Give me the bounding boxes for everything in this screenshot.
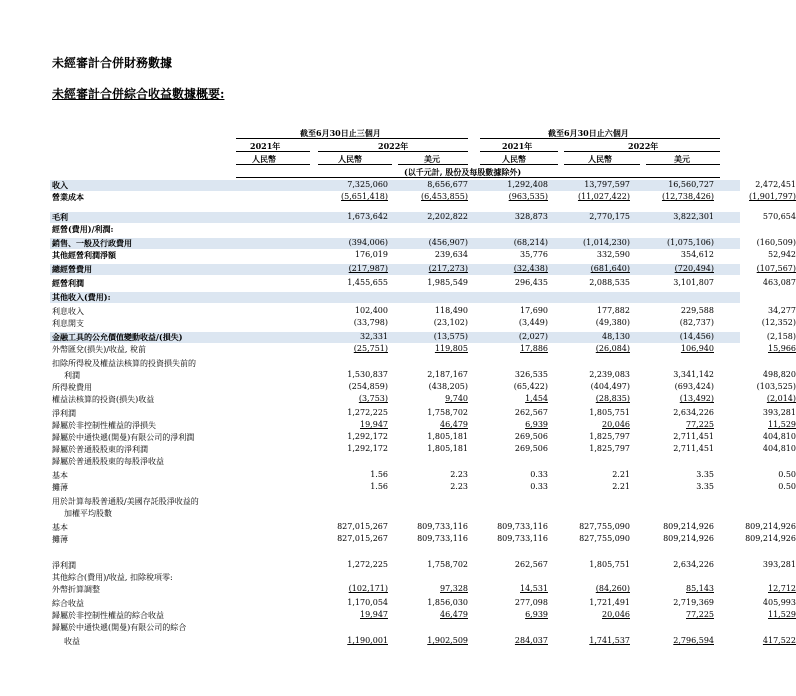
table-row [50,470,796,481]
rule [646,164,720,165]
row-label: 利息收入 [52,307,84,316]
row-value: 1,805,181 [427,444,468,453]
row-value: 809,733,116 [497,522,548,531]
row-value: 176,019 [354,250,388,259]
table-row [50,250,796,261]
row-value: 11,529 [768,420,796,429]
row-value: 12,712 [768,584,796,593]
row-label: 總經營費用 [52,264,92,274]
row-value: 106,940 [680,344,714,353]
row-value: 2,472,451 [755,180,796,189]
row-value: (2,027) [518,332,548,341]
row-label: 歸屬於非控制性權益的淨損失 [52,421,156,430]
row-value: 1,721,491 [589,598,630,607]
table-row [50,292,740,303]
table-row [50,636,796,647]
row-value: 405,993 [762,598,796,607]
row-value: 8,656,677 [427,180,468,189]
row-label: 攤薄 [52,535,68,544]
row-value: (2,158) [766,332,796,341]
row-value: 404,810 [762,444,796,453]
row-value: (160,509) [756,238,796,247]
table-row [50,408,796,419]
row-value: 262,567 [514,408,548,417]
row-value: (681,640) [590,264,630,273]
row-value: 0.50 [778,470,796,479]
row-value: 1,673,642 [347,212,388,221]
table-row [50,344,796,355]
row-value: 1.56 [370,482,388,491]
rule [236,151,310,152]
table-row [50,584,796,595]
table-row [50,212,796,223]
row-value: 85,143 [686,584,714,593]
row-label: 外幣折算調整 [52,585,100,594]
header-year: 2022年 [378,141,409,151]
row-value: 2,088,535 [589,278,630,287]
row-label: 其他收入(費用): [52,292,111,302]
row-label: 其他綜合(費用)/收益, 扣除稅項零: [52,573,173,582]
row-label: 收益 [64,637,80,646]
row-value: 1,292,172 [347,432,388,441]
row-value: 2,711,451 [673,444,714,453]
table-row [50,548,740,559]
rule [480,164,558,165]
table-row [50,444,796,455]
table-row [50,318,796,329]
row-value: 2,239,083 [589,370,630,379]
row-value: 20,046 [602,420,630,429]
header-year: 2022年 [628,141,659,151]
row-value: (6,453,855) [421,192,468,201]
row-value: 1,272,225 [347,560,388,569]
row-value: 97,328 [440,584,468,593]
row-value: 827,015,267 [337,534,388,543]
row-value: (1,014,230) [583,238,630,247]
row-value: 393,281 [762,560,796,569]
row-value: 269,506 [514,444,548,453]
row-value: (82,737) [679,318,714,327]
row-value: 17,690 [520,306,548,315]
row-value: 1,825,797 [589,444,630,453]
table-row [50,192,796,203]
row-label: 權益法核算的投資(損失)收益 [52,395,155,404]
row-value: 1,190,001 [347,636,388,645]
header-currency: 美元 [424,154,440,164]
row-value: (25,751) [353,344,388,353]
row-value: 354,612 [680,250,714,259]
row-value: 2.21 [612,482,630,491]
row-value: (102,171) [348,584,388,593]
row-value: (3,753) [358,394,388,403]
row-value: 15,966 [768,344,796,353]
row-value: 1,170,054 [347,598,388,607]
table-row [50,456,740,467]
row-value: 46,479 [440,420,468,429]
row-value: 262,567 [514,560,548,569]
row-label: 營業成本 [52,192,84,202]
row-value: 177,882 [596,306,630,315]
row-value: 1,758,702 [427,560,468,569]
row-value: (217,273) [428,264,468,273]
header-year: 2021年 [502,141,533,151]
row-value: 1,825,797 [589,432,630,441]
row-value: 1,530,837 [347,370,388,379]
row-value: 14,531 [520,584,548,593]
row-value: 393,281 [762,408,796,417]
row-value: 52,942 [768,250,796,259]
row-label: 利潤 [64,371,80,380]
row-value: 35,776 [520,250,548,259]
header-three-months: 截至6月30日止三個月 [300,128,381,138]
row-value: 16,560,727 [668,180,714,189]
row-value: 239,634 [434,250,468,259]
row-value: 2,202,822 [427,212,468,221]
row-value: 827,755,090 [579,534,630,543]
row-value: (26,084) [595,344,630,353]
header-year: 2021年 [250,141,281,151]
table-row [50,598,796,609]
row-label: 淨利潤 [52,561,76,570]
table-row [50,394,796,405]
row-value: 19,947 [360,420,388,429]
row-value: 1,292,172 [347,444,388,453]
row-value: 269,506 [514,432,548,441]
row-value: (103,525) [756,382,796,391]
row-label: 基本 [52,523,68,532]
row-label: 經營利潤 [52,278,84,288]
row-value: (1,901,797) [749,192,796,201]
row-label: 歸屬於中通快遞(開曼)有限公司的淨利潤 [52,433,195,442]
row-value: 48,130 [602,332,630,341]
table-row [50,432,796,443]
rule [480,151,558,152]
row-label: 用於計算每股普通股/美國存託股淨收益的 [52,497,199,506]
row-value: 809,214,926 [663,534,714,543]
table-row [50,180,796,191]
row-value: 1,758,702 [427,408,468,417]
row-value: 3.35 [696,470,714,479]
row-value: 17,886 [520,344,548,353]
row-value: 0.33 [530,470,548,479]
row-label: 毛利 [52,212,68,222]
row-value: (23,102) [433,318,468,327]
row-value: (28,835) [595,394,630,403]
row-value: (68,214) [513,238,548,247]
row-value: 102,400 [354,306,388,315]
rule [398,164,468,165]
row-value: 284,037 [514,636,548,645]
table-row [50,560,796,571]
rule [318,151,468,152]
row-value: 77,225 [686,420,714,429]
row-value: 7,325,060 [347,180,388,189]
table-row [50,278,796,289]
header-currency: 人民幣 [252,154,276,164]
row-value: 2,711,451 [673,432,714,441]
unit-note: (以千元計, 股份及每股數據除外) [404,167,522,177]
table-row [50,264,796,275]
rule [236,138,468,139]
row-value: 417,522 [762,636,796,645]
row-value: 19,947 [360,610,388,619]
row-value: 328,873 [514,212,548,221]
header-currency: 人民幣 [588,154,612,164]
row-value: (107,567) [756,264,796,273]
row-value: 9,740 [445,394,468,403]
row-value: 809,214,926 [663,522,714,531]
row-value: (3,449) [518,318,548,327]
row-value: (404,497) [590,382,630,391]
row-value: 809,733,116 [497,534,548,543]
table-row [50,610,796,621]
table-row [50,508,740,519]
table-row [50,534,796,545]
row-value: 118,490 [434,306,468,315]
row-value: 498,820 [762,370,796,379]
row-value: 1,985,549 [427,278,468,287]
row-value: 809,214,926 [745,534,796,543]
row-label: 基本 [52,471,68,480]
row-value: 326,535 [514,370,548,379]
row-label: 扣除所得稅及權益法核算的投資損失前的 [52,359,196,368]
row-value: 77,225 [686,610,714,619]
table-row [50,370,796,381]
row-value: 1,455,655 [347,278,388,287]
row-label: 歸屬於中通快遞(開曼)有限公司的綜合 [52,623,187,632]
row-value: 296,435 [514,278,548,287]
row-value: 20,046 [602,610,630,619]
row-value: 3,101,807 [673,278,714,287]
row-value: 1,272,225 [347,408,388,417]
header-currency: 人民幣 [338,154,362,164]
row-value: 2,719,369 [673,598,714,607]
row-value: (12,738,426) [661,192,714,201]
row-value: (84,260) [595,584,630,593]
row-value: 2.23 [450,482,468,491]
row-label: 其他經營利潤淨額 [52,250,116,260]
row-label: 利息開支 [52,319,84,328]
row-value: 34,277 [768,306,796,315]
row-value: (693,424) [674,382,714,391]
row-value: (963,535) [508,192,548,201]
row-value: 404,810 [762,432,796,441]
row-label: 金融工具的公允價值變動收益/(損失) [52,332,183,342]
row-value: 229,588 [680,306,714,315]
row-value: 0.33 [530,482,548,491]
table-row [50,522,796,533]
row-value: 1,805,751 [589,408,630,417]
row-value: 1,292,408 [507,180,548,189]
rule [318,164,392,165]
rule [480,138,720,139]
rule [236,164,310,165]
row-label: 淨利潤 [52,409,76,418]
row-value: 13,797,597 [584,180,630,189]
row-value: 1.56 [370,470,388,479]
table-row [50,572,740,583]
table-row [50,482,796,493]
row-value: 809,733,116 [417,522,468,531]
row-value: (65,422) [513,382,548,391]
row-value: 1,741,537 [589,636,630,645]
row-value: (438,205) [428,382,468,391]
page-title: 未經審計合併財務數據 [52,56,173,70]
row-value: 119,805 [434,344,468,353]
row-value: (254,859) [348,382,388,391]
row-value: 463,087 [762,278,796,287]
rule [564,164,640,165]
row-value: 827,015,267 [337,522,388,531]
row-label: 綜合收益 [52,599,84,608]
row-value: (5,651,418) [341,192,388,201]
row-value: 3.35 [696,482,714,491]
row-value: 46,479 [440,610,468,619]
rule [564,151,720,152]
table-row [50,332,796,343]
row-value: 809,733,116 [417,534,468,543]
table-row [50,496,740,507]
row-value: 32,331 [360,332,388,341]
row-value: (12,352) [761,318,796,327]
row-value: 332,590 [596,250,630,259]
row-value: 2,770,175 [589,212,630,221]
row-value: (394,006) [348,238,388,247]
row-value: (456,907) [428,238,468,247]
row-value: (720,494) [674,264,714,273]
row-label: 歸屬於普通股股東的淨利潤 [52,445,148,454]
table-row [50,420,796,431]
row-value: 0.50 [778,482,796,491]
row-value: 1,805,751 [589,560,630,569]
row-value: 277,098 [514,598,548,607]
row-value: (2,014) [766,394,796,403]
header-currency: 美元 [674,154,690,164]
table-row [50,358,740,369]
row-value: (14,456) [679,332,714,341]
header-six-months: 截至6月30日止六個月 [548,128,629,138]
row-value: 2,634,226 [673,408,714,417]
row-label: 歸屬於普通股股東的每股淨收益 [52,457,164,466]
row-label: 外幣匯兌(損失)/收益, 稅前 [52,345,147,354]
table-row [50,306,796,317]
row-value: (13,575) [433,332,468,341]
row-value: 6,939 [525,610,548,619]
row-value: 3,822,301 [673,212,714,221]
row-value: (217,987) [348,264,388,273]
row-value: 2.23 [450,470,468,479]
row-value: (11,027,422) [577,192,630,201]
row-value: 827,755,090 [579,522,630,531]
row-value: 1,805,181 [427,432,468,441]
row-value: (32,438) [513,264,548,273]
table-row [50,224,740,235]
row-label: 所得稅費用 [52,383,92,392]
row-value: (13,492) [679,394,714,403]
row-label: 收入 [52,180,68,190]
row-label: 銷售、一般及行政費用 [52,238,132,248]
row-value: (1,075,106) [667,238,714,247]
rule [236,177,720,178]
section-subtitle: 未經審計合併綜合收益數據概要: [52,87,225,101]
row-value: 1,454 [525,394,548,403]
row-value: (33,798) [353,318,388,327]
row-label: 歸屬於非控制性權益的綜合收益 [52,611,164,620]
row-label: 攤薄 [52,483,68,492]
table-row [50,238,796,249]
row-label: 加權平均股數 [64,509,112,518]
row-value: 2,796,594 [673,636,714,645]
header-currency: 人民幣 [502,154,526,164]
row-value: 2.21 [612,470,630,479]
row-value: 6,939 [525,420,548,429]
row-value: 2,187,167 [427,370,468,379]
row-value: 809,214,926 [745,522,796,531]
row-label: 經營(費用)/利潤: [52,224,114,234]
row-value: 1,856,030 [427,598,468,607]
row-value: (49,380) [595,318,630,327]
row-value: 11,529 [768,610,796,619]
row-value: 570,654 [762,212,796,221]
row-value: 2,634,226 [673,560,714,569]
table-row [50,622,740,633]
row-value: 1,902,509 [427,636,468,645]
row-value: 3,341,142 [673,370,714,379]
table-row [50,382,796,393]
